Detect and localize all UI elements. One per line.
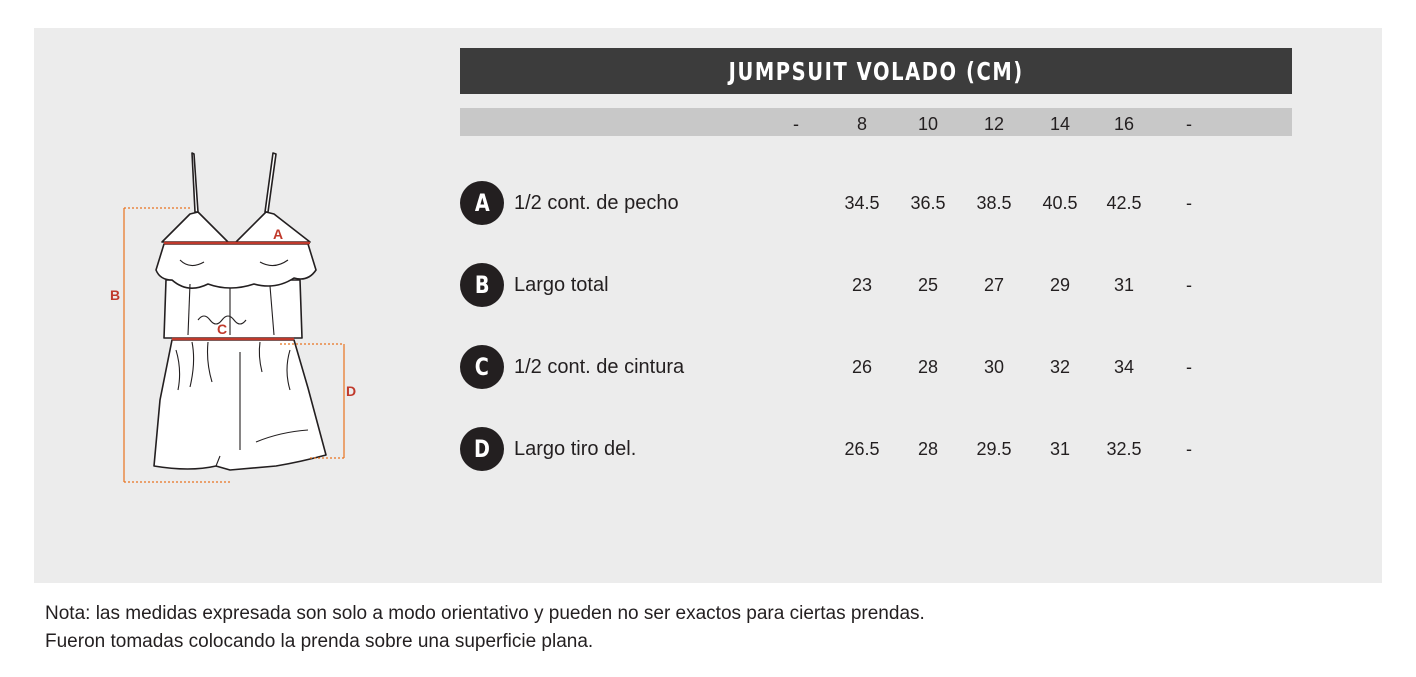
size-header-cell: 16 bbox=[1113, 114, 1135, 134]
measurement-badge: C bbox=[460, 345, 504, 389]
measurement-value: 36.5 bbox=[910, 193, 946, 213]
measurement-value: 25 bbox=[917, 275, 939, 295]
measurement-badge: A bbox=[460, 181, 504, 225]
measurement-value: 32.5 bbox=[1106, 439, 1142, 459]
measurement-value: 38.5 bbox=[976, 193, 1012, 213]
measurement-value: 30 bbox=[983, 357, 1005, 377]
size-header-bar bbox=[460, 108, 1292, 136]
measurement-row bbox=[460, 181, 1292, 225]
measurement-value: - bbox=[1186, 357, 1192, 377]
size-header-cell: 12 bbox=[983, 114, 1005, 134]
size-header-cell: 14 bbox=[1049, 114, 1071, 134]
measurement-value: - bbox=[1186, 193, 1192, 213]
size-header-cell: 8 bbox=[856, 114, 867, 134]
measurement-label: 1/2 cont. de cintura bbox=[514, 356, 685, 378]
measurement-value: - bbox=[1186, 275, 1192, 295]
measurement-value: 31 bbox=[1049, 439, 1071, 459]
measurement-value: 29 bbox=[1049, 275, 1071, 295]
measurement-label: Largo tiro del. bbox=[514, 438, 637, 460]
measurement-value: 40.5 bbox=[1042, 193, 1078, 213]
label-a: A bbox=[273, 226, 284, 242]
measurement-value: 27 bbox=[983, 275, 1005, 295]
measurement-value: 32 bbox=[1049, 357, 1071, 377]
measurement-value: 34.5 bbox=[844, 193, 880, 213]
label-d: D bbox=[346, 383, 357, 399]
measurement-row bbox=[460, 345, 1292, 389]
measurement-value: 26 bbox=[851, 357, 873, 377]
measurement-value: 28 bbox=[917, 439, 939, 459]
measurement-note bbox=[45, 600, 925, 656]
measurement-value: 29.5 bbox=[976, 439, 1012, 459]
measurement-label: Largo total bbox=[514, 274, 609, 296]
measurement-badge: B bbox=[460, 263, 504, 307]
note-line: Fueron tomadas colocando la prenda sobre una superficie plana. bbox=[45, 631, 594, 652]
measurement-value: 28 bbox=[917, 357, 939, 377]
measurement-row bbox=[460, 263, 1292, 307]
measurement-value: 26.5 bbox=[844, 439, 880, 459]
measurement-value: 23 bbox=[851, 275, 873, 295]
note-line: Nota: las medidas expresada son solo a modo orientativo y pueden no ser exactos para ciertas prendas. bbox=[45, 603, 925, 624]
measurement-label: 1/2 cont. de pecho bbox=[514, 192, 679, 214]
measurement-value: 42.5 bbox=[1106, 193, 1142, 213]
measurement-value: 31 bbox=[1113, 275, 1135, 295]
table-title: JUMPSUIT VOLADO (CM) bbox=[728, 56, 1024, 86]
size-header-cell: - bbox=[1186, 114, 1192, 134]
jumpsuit-illustration bbox=[80, 120, 357, 470]
measurement-value: - bbox=[1186, 439, 1192, 459]
measurement-row bbox=[460, 427, 1292, 471]
size-header-cell: 10 bbox=[917, 114, 939, 134]
size-header-cell: - bbox=[793, 114, 799, 134]
measurement-badge: D bbox=[460, 427, 504, 471]
table-title-bar bbox=[460, 48, 1292, 94]
label-c: C bbox=[217, 321, 228, 337]
measurement-value: 34 bbox=[1113, 357, 1135, 377]
label-b: B bbox=[110, 287, 121, 303]
